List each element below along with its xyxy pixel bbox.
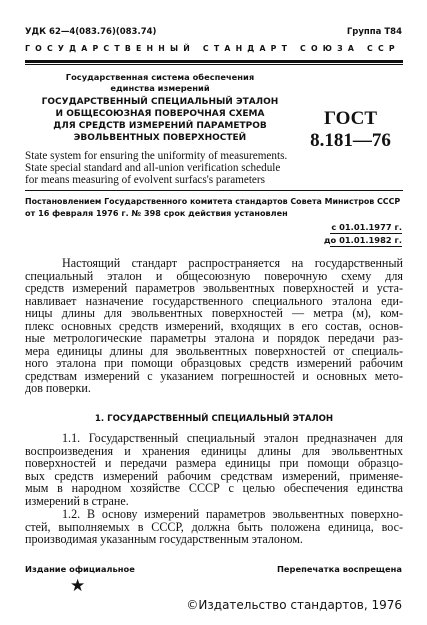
text-line: поверхностей и передачи размера единицы при помощи образцо- — [25, 456, 403, 470]
main-title-line: ЭВОЛЬВЕНТНЫХ ПОВЕРХНОСТЕЙ — [73, 133, 247, 143]
system-line: Государственная система обеспечения — [65, 72, 255, 82]
text-line: ные метрологические параметры эталона и порядок передачи раз- — [25, 331, 403, 345]
star-icon: ★ — [70, 576, 86, 596]
english-title-line: for means measuring of evolvent surfacs's parameters — [25, 174, 265, 186]
system-line: единства измерений — [110, 83, 210, 93]
group-code: Группа Т84 — [346, 27, 402, 37]
text-line: производимая указанным государственным эталоном. — [25, 532, 303, 546]
text-line: специальный эталон и общесоюзную поверочную схему для — [25, 268, 403, 283]
effective-to-date: до 01.01.1982 г. — [323, 235, 402, 245]
date-rule — [330, 233, 402, 234]
copyright-notice: ©Издательство стандартов, 1976 — [186, 598, 402, 612]
decree-line: от 16 февраля 1976 г. № 398 срок действия установлен — [25, 208, 288, 218]
intro-paragraph — [25, 257, 403, 395]
text-line: Настоящий стандарт распространяется на государственный — [62, 256, 403, 270]
text-line: ного эталона при помощи образцовых средств измерений рабочим — [25, 356, 403, 370]
title-rule-thin — [25, 64, 403, 65]
standard-title: ГОСУДАРСТВЕННЫЙ СТАНДАРТ СОЮЗА ССР — [25, 44, 400, 53]
text-line: дов поверки. — [25, 381, 91, 395]
gost-designation — [298, 108, 403, 152]
text-line: воспроизведения и хранения единицы длины для эвольвентных — [25, 443, 403, 458]
text-line: 1.2. В основу измерений параметров эвольвентных поверхно- — [62, 507, 403, 521]
section-heading: 1. ГОСУДАРСТВЕННЫЙ СПЕЦИАЛЬНЫЙ ЭТАЛОН — [94, 414, 334, 424]
main-title-line: ГОСУДАРСТВЕННЫЙ СПЕЦИАЛЬНЫЙ ЭТАЛОН — [41, 97, 279, 107]
text-line: 1.1. Государственный специальный эталон предназначен для — [62, 431, 403, 445]
title-rule-thick — [25, 60, 403, 63]
text-line: средств измерений параметров эвольвентных поверхностей и уста- — [25, 281, 403, 295]
english-title-line: State system for ensuring the uniformity of measurements. — [25, 150, 288, 162]
date-rule — [330, 246, 402, 247]
text-line: мера единицы длины для эвольвентных поверхностей от специаль- — [25, 343, 403, 358]
text-line: средствам измерений с указанием погрешностей и основных мето- — [25, 368, 403, 383]
text-line: ницы длины для эвольвентных поверхностей — метра (м), ком- — [25, 306, 403, 320]
text-line: стей, выполняемых в СССР, должна быть положена единица, вос- — [25, 519, 403, 534]
english-title-line: State special standard and all-union verification schedule — [25, 162, 281, 174]
decree-line: Постановлением Государственного комитета стандартов Совета Министров СССР — [25, 197, 401, 206]
text-line: навливает назначение государственного специального эталона еди- — [25, 293, 403, 308]
udc-code: УДК 62—4(083.76)(083.74) — [25, 27, 157, 37]
text-line: вых средств измерений рабочим средствам измерений, применяе- — [25, 468, 403, 483]
text-line: измерений в стране. — [25, 493, 129, 508]
main-title-line: ДЛЯ СРЕДСТВ ИЗМЕРЕНИЙ ПАРАМЕТРОВ — [53, 121, 267, 131]
reprint-prohibited-label: Перепечатка воспрещена — [276, 564, 402, 574]
paragraph-1-2 — [25, 508, 403, 546]
paragraph-1-1 — [25, 432, 403, 507]
official-edition-label: Издание официальное — [25, 564, 135, 574]
gost-label: ГОСТ — [323, 108, 378, 129]
effective-from-date: с 01.01.1977 г. — [331, 222, 402, 232]
separator-rule — [25, 190, 403, 191]
gost-number: 8.181—76 — [310, 130, 391, 151]
text-line: мым в народном хозяйстве СССР с целью обеспечения единства — [25, 481, 403, 495]
main-title-line: И ОБЩЕСОЮЗНАЯ ПОВЕРОЧНАЯ СХЕМА — [55, 109, 265, 119]
text-line: плекс основных средств измерений, входящих в его состав, основ- — [25, 318, 403, 333]
